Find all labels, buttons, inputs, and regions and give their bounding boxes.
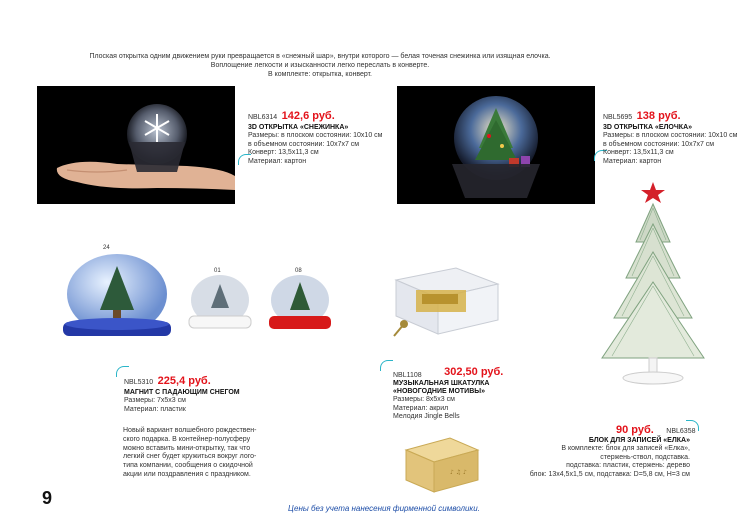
spec-line: блок: 13x4,5x1,5 см, подставка: D=5,8 см, H=3 см xyxy=(529,470,690,478)
description-line: типа компании, сообщения о скидочной xyxy=(123,462,253,470)
spec-line: Материал: картон xyxy=(248,157,307,165)
hand-with-snowglobe-image xyxy=(37,86,235,204)
spec-line: Материал: картон xyxy=(603,157,662,165)
product-music-box xyxy=(393,362,533,422)
variant-number: 01 xyxy=(214,268,221,274)
spec-line: Размеры: 8x5x3 см xyxy=(393,396,455,403)
product-snowflake xyxy=(248,106,398,166)
product-code: NBL6314 xyxy=(248,114,278,121)
product-title: БЛОК ДЛЯ ЗАПИСЕЙ «ЕЛКА» xyxy=(588,437,690,444)
spec-line: в объемном состоянии: 10x7x7 см xyxy=(603,140,715,148)
intro-line: В комплекте: открытка, конверт. xyxy=(268,71,372,78)
product-code: NBL5695 xyxy=(603,114,633,121)
intro-text xyxy=(60,52,580,79)
intro-line: Воплощение легкости и изысканности легко переслать в конверте. xyxy=(210,62,430,69)
product-title: 3D ОТКРЫТКА «ЕЛОЧКА» xyxy=(603,124,693,131)
description-line: ского подарка. В контейнер-полусферу xyxy=(123,435,251,443)
spec-line: в объемном состоянии: 10x7x7 см xyxy=(248,140,360,148)
product-price: 138 руб. xyxy=(636,110,681,122)
snowglobe-red-image xyxy=(267,274,333,334)
product-note-block xyxy=(505,437,690,479)
note-block-tree-image xyxy=(588,178,718,400)
tree-card-photo xyxy=(397,86,595,204)
snowflake-card-photo xyxy=(37,86,235,204)
footer-note: Цены без учета нанесения фирменной символики. xyxy=(288,504,480,513)
gold-box-image xyxy=(402,434,482,496)
snowglobe-white-image xyxy=(187,274,253,332)
description-line: акции или поздравления с праздником. xyxy=(123,470,251,478)
product-tree-card xyxy=(603,106,748,166)
product-price: 142,6 руб. xyxy=(281,110,335,122)
music-box-image xyxy=(386,260,504,342)
spec-line: Размеры: 7x5x3 см xyxy=(124,397,186,404)
spec-line: Размеры: в плоском состоянии: 10x10 см xyxy=(603,132,738,139)
note-block-price-row xyxy=(616,420,696,438)
product-title: 3D ОТКРЫТКА «СНЕЖИНКА» xyxy=(248,124,349,131)
magnet-description xyxy=(123,427,283,480)
variant-number: 24 xyxy=(103,245,110,251)
intro-line: Плоская открытка одним движением руки превращается в «снежный шар», внутри которого — белая точеная снежинка или изящная елочка. xyxy=(89,53,551,60)
description-line: легкий снег будет кружиться вокруг лого- xyxy=(123,453,257,461)
svg-text:♪ ♫ ♪: ♪ ♫ ♪ xyxy=(450,469,467,476)
description-line: можно вставить мини-открытку, так что xyxy=(123,444,251,452)
product-price: 302,50 руб. xyxy=(444,366,504,378)
product-title: МУЗЫКАЛЬНАЯ ШКАТУЛКА «НОВОГОДНИЕ МОТИВЫ» xyxy=(393,380,490,395)
snowglobe-large-image xyxy=(58,252,176,344)
spec-line: Конверт: 13,5x11,3 см xyxy=(248,149,319,157)
spec-line: подставка: пластик, стержень: дерево xyxy=(566,462,690,470)
spec-line: Материал: акрил xyxy=(393,404,449,412)
page-number: 9 xyxy=(42,488,53,508)
product-code: NBL5310 xyxy=(124,379,154,386)
spec-line: стержень-ствол, подставка. xyxy=(600,453,690,461)
tree-snowglobe-card-image xyxy=(397,86,595,204)
spec-line: Мелодия Jingle Bells xyxy=(393,413,460,421)
spec-line: В комплекте: блок для записей «Елка», xyxy=(561,445,690,452)
product-price: 90 руб. xyxy=(616,424,654,436)
variant-number: 08 xyxy=(295,268,302,274)
accent-bracket xyxy=(380,360,393,371)
product-code: NBL6358 xyxy=(666,428,696,435)
spec-line: Размеры: в плоском состоянии: 10x10 см xyxy=(248,132,383,139)
description-line: Новый вариант волшебного рождествен- xyxy=(123,427,257,434)
spec-line: Конверт: 13,5x11,3 см xyxy=(603,149,674,157)
product-magnet xyxy=(124,371,284,414)
product-title: МАГНИТ С ПАДАЮЩИМ СНЕГОМ xyxy=(124,389,240,396)
product-price: 225,4 руб. xyxy=(157,375,211,387)
product-code: NBL1108 xyxy=(393,372,422,379)
spec-line: Материал: пластик xyxy=(124,405,186,413)
